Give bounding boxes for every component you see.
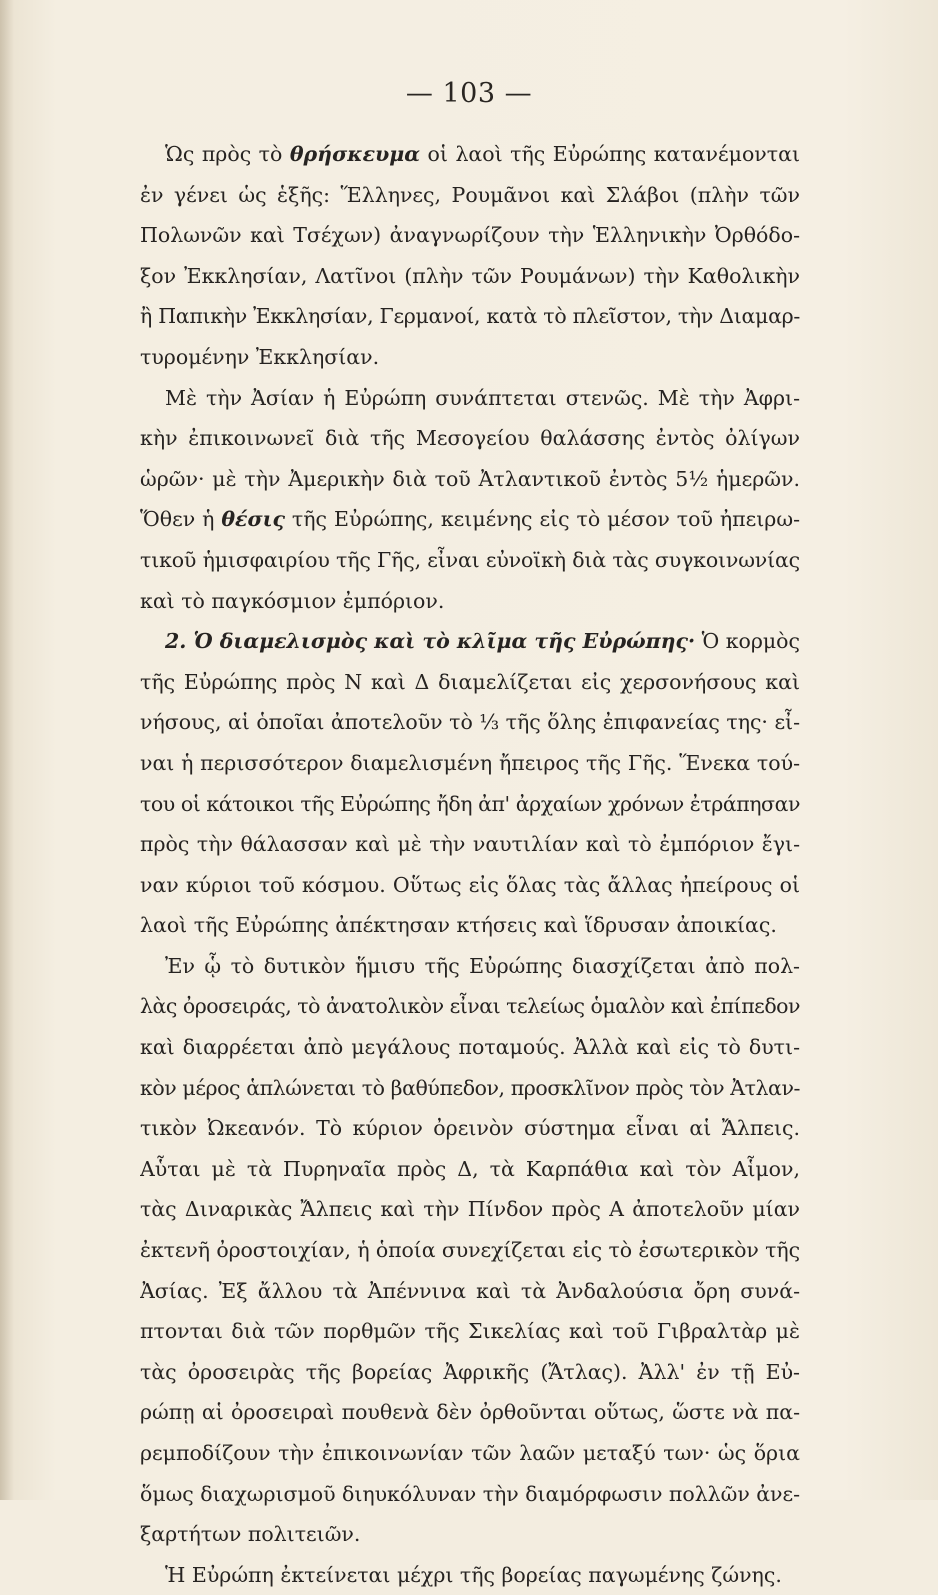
emphasis-text: θέσις [221, 507, 285, 532]
text-line [140, 581, 800, 622]
text-run: ἐκτενῆ ὀροστοιχίαν, ἡ ὁποία συνεχίζεται εἰς τὸ ἐσωτερικὸν τῆς [140, 1238, 800, 1263]
paragraph [140, 1555, 800, 1595]
paragraph [140, 134, 800, 378]
text-run: κὴν ἐπικοινωνεῖ διὰ τῆς Μεσογείου θαλάσσης ἐντὸς ὀλίγων [140, 426, 800, 451]
text-line [140, 865, 800, 906]
text-run: ὡρῶν· μὲ τὴν Ἀμερικὴν διὰ τοῦ Ἀτλαντικοῦ ἐντὸς 5½ ἡμερῶν. [140, 466, 800, 491]
body-text [140, 134, 800, 1595]
text-run: τικὸν Ὠκεανόν. Τὸ κύριον ὀρεινὸν σύστημα εἶναι αἱ Ἄλπεις. [140, 1116, 800, 1141]
text-line [140, 662, 800, 703]
text-line [140, 1352, 800, 1393]
paragraph [140, 621, 800, 946]
text-run: ὅμως διαχωρισμοῦ διηυκόλυναν τὴν διαμόρφωσιν πολλῶν ἀνε- [140, 1481, 800, 1506]
text-line [140, 905, 800, 946]
text-run: του οἱ κάτοικοι τῆς Εὐρώπης ἤδη ἀπ' ἀρχαίων χρόνων ἐτράπησαν [140, 791, 800, 816]
text-line [140, 784, 800, 825]
text-run: λὰς ὀροσειράς, τὸ ἀνατολικὸν εἶναι τελείως ὁμαλὸν καὶ ἐπίπεδον [140, 994, 800, 1019]
text-line [140, 1392, 800, 1433]
text-run: νήσους, αἱ ὁποῖαι ἀποτελοῦν τὸ ⅓ τῆς ὅλης ἐπιφανείας της· εἶ- [140, 710, 800, 735]
text-run: οἱ λαοὶ τῆς Εὐρώπης κατανέμονται [420, 142, 800, 166]
text-line [140, 459, 800, 500]
text-line [140, 256, 800, 297]
text-line [140, 1433, 800, 1474]
text-run: Ἀσίας. Ἐξ ἄλλου τὰ Ἀπέννινα καὶ τὰ Ἀνδαλούσια ὄρη συνά- [140, 1278, 800, 1303]
text-run: Αὗται μὲ τὰ Πυρηναῖα πρὸς Δ, τὰ Καρπάθια καὶ τὸν Αἷμον, [140, 1156, 800, 1181]
text-line [140, 175, 800, 216]
text-line [140, 1189, 800, 1230]
text-run: Πολωνῶν καὶ Τσέχων) ἀναγνωρίζουν τὴν Ἑλληνικὴν Ὀρθόδο- [140, 223, 800, 248]
text-line [140, 540, 800, 581]
text-line [140, 1027, 800, 1068]
text-line [140, 337, 800, 378]
text-run: ναι ἡ περισσότερον διαμελισμένη ἤπειρος τῆς Γῆς. Ἕνεκα τού- [140, 750, 800, 775]
text-line [140, 499, 800, 540]
spine-shadow [0, 0, 14, 1500]
text-line [140, 1271, 800, 1312]
emphasis-text: θρήσκευμα [289, 142, 421, 166]
text-run: Μὲ τὴν Ἀσίαν ἡ Εὐρώπη συνάπτεται στενῶς. Μὲ τὴν Ἀφρι- [165, 385, 800, 410]
text-run: Ἡ Εὐρώπη ἐκτείνεται μέχρι τῆς βορείας παγωμένης ζώνης. [165, 1562, 782, 1587]
text-run: Ὡς πρὸς τὸ [165, 142, 290, 166]
text-run: καὶ τὸ παγκόσμιον ἐμπόριον. [140, 588, 445, 613]
text-line [140, 1514, 800, 1555]
text-line [140, 378, 800, 419]
text-run: κὸν μέρος ἁπλώνεται τὸ βαθύπεδον, προσκλῖνον πρὸς τὸν Ἀτλαν- [140, 1075, 800, 1100]
text-run: τῆς Εὐρώπης, κειμένης εἰς τὸ μέσον τοῦ ἠπειρω- [285, 507, 800, 532]
text-run: πτονται διὰ τῶν πορθμῶν τῆς Σικελίας καὶ τοῦ Γιβραλτὰρ μὲ [140, 1319, 800, 1344]
text-run: Ὁ κορμὸς [695, 629, 800, 654]
text-run: Ὅθεν ἡ [140, 507, 222, 532]
paragraph [140, 946, 800, 1555]
text-line [140, 621, 800, 662]
text-line [140, 986, 800, 1027]
text-line [140, 1068, 800, 1109]
text-run: ξαρτήτων πολιτειῶν. [140, 1522, 361, 1547]
text-line [140, 296, 800, 337]
text-line [140, 1108, 800, 1149]
text-line [140, 702, 800, 743]
text-line [140, 1149, 800, 1190]
text-line [140, 1230, 800, 1271]
text-line [140, 215, 800, 256]
text-run: τυρομένην Ἐκκλησίαν. [140, 344, 380, 369]
text-run: ξον Ἐκκλησίαν, Λατῖνοι (πλὴν τῶν Ρουμάνων) τὴν Καθολικὴν [140, 263, 800, 288]
text-line [140, 418, 800, 459]
text-run: ρώπῃ αἱ ὀροσειραὶ πουθενὰ δὲν ὀρθοῦνται οὕτως, ὥστε νὰ πα- [140, 1400, 800, 1425]
paragraph [140, 378, 800, 622]
text-line [140, 743, 800, 784]
text-run: τὰς Διναρικὰς Ἄλπεις καὶ τὴν Πίνδον πρὸς Α ἀποτελοῦν μίαν [140, 1197, 800, 1222]
text-run: τικοῦ ἡμισφαιρίου τῆς Γῆς, εἶναι εὐνοϊκὴ διὰ τὰς συγκοινωνίας [140, 547, 800, 572]
text-line [140, 1311, 800, 1352]
text-run: καὶ διαρρέεται ἀπὸ μεγάλους ποταμούς. Ἀλλὰ καὶ εἰς τὸ δυτι- [140, 1035, 800, 1060]
page-number: — 103 — [405, 78, 533, 109]
text-line [140, 1555, 800, 1595]
text-run: ἢ Παπικὴν Ἐκκλησίαν, Γερμανοί, κατὰ τὸ πλεῖστον, τὴν Διαμαρ- [140, 304, 800, 329]
text-run: ρεμποδίζουν τὴν ἐπικοινωνίαν τῶν λαῶν μεταξύ των· ὡς ὅρια [140, 1441, 800, 1465]
text-line [140, 824, 800, 865]
text-line [140, 1474, 800, 1515]
text-run: ναν κύριοι τοῦ κόσμου. Οὕτως εἰς ὅλας τὰς ἄλλας ἠπείρους οἱ [140, 872, 800, 897]
text-line [140, 134, 800, 175]
text-run: τὰς ὀροσειρὰς τῆς βορείας Ἀφρικῆς (Ἄτλας). Ἀλλ' ἐν τῇ Εὐ- [140, 1359, 800, 1384]
text-run: τῆς Εὐρώπης πρὸς Ν καὶ Δ διαμελίζεται εἰς χερσονήσους καὶ [140, 669, 800, 694]
text-line [140, 946, 800, 987]
text-run: ἐν γένει ὡς ἑξῆς: Ἕλληνες, Ρουμᾶνοι καὶ Σλάβοι (πλὴν τῶν [140, 182, 800, 207]
text-run: πρὸς τὴν θάλασσαν καὶ μὲ τὴν ναυτιλίαν καὶ τὸ ἐμπόριον ἔγι- [140, 832, 800, 857]
emphasis-text: 2. Ὁ διαμελισμὸς καὶ τὸ κλῖμα τῆς Εὐρώπης· [165, 629, 696, 654]
text-run: λαοὶ τῆς Εὐρώπης ἀπέκτησαν κτήσεις καὶ ἵδρυσαν ἀποικίας. [140, 913, 777, 938]
text-run: Ἐν ᾧ τὸ δυτικὸν ἥμισυ τῆς Εὐρώπης διασχίζεται ἀπὸ πολ- [165, 953, 800, 978]
